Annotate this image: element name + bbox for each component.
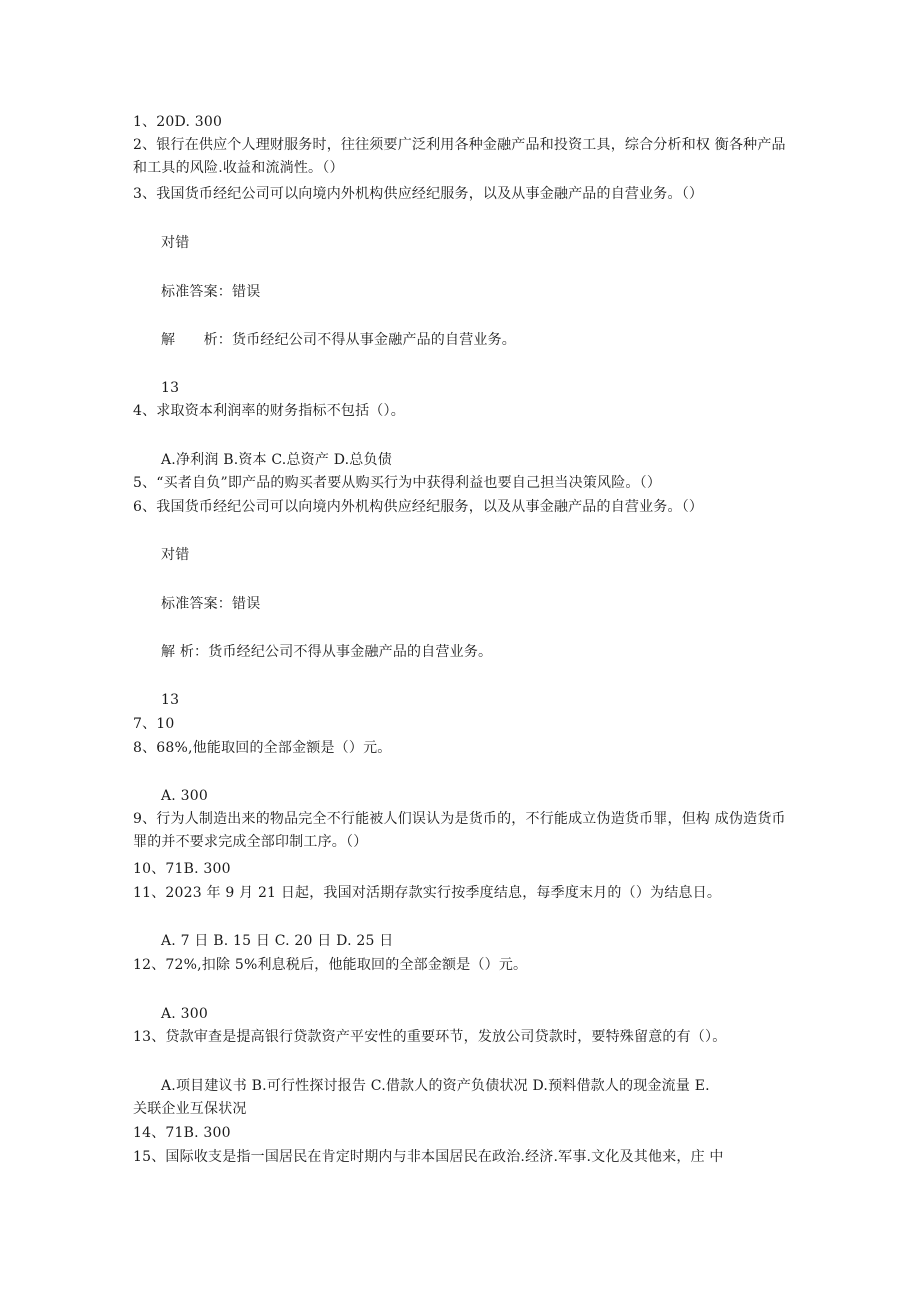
true-false-options: 对错 [161, 235, 190, 251]
question-10: 10、71B. 300 [133, 861, 231, 877]
question-3: 3、我国货币经纪公司可以向境内外机构供应经纪服务，以及从事金融产品的自营业务。（） [133, 186, 704, 202]
answer-options: A.项目建议书 B.可行性探讨报告 C.借款人的资产负债状况 D.预料借款人的现金流量 E. [161, 1078, 710, 1094]
question-6: 6、我国货币经纪公司可以向境内外机构供应经纪服务，以及从事金融产品的自营业务。（） [133, 499, 704, 515]
standard-answer: 标准答案：错误 [161, 596, 261, 612]
text-line: 13 [161, 692, 180, 708]
question-8: 8、68%,他能取回的全部金额是（）元。 [133, 740, 392, 756]
question-2: 2、银行在供应个人理财服务时，往往须要广泛利用各种金融产品和投资工具，综合分析和权 衡各种产品和工具的风险.收益和流淌性。（） [133, 137, 786, 176]
question-15: 15、国际收支是指一国居民在肯定时期内与非本国居民在政治.经济.军事.文化及其他来，庄 中 [133, 1149, 724, 1165]
answer-options-continued: 关联企业互保状况 [133, 1101, 247, 1117]
text-line: 1、20D. 300 [133, 114, 223, 130]
answer-options: A. 7 日 B. 15 日 C. 20 日 D. 25 日 [161, 933, 394, 949]
explanation: 解 析：货币经纪公司不得从事金融产品的自营业务。 [161, 644, 493, 660]
answer-options: A. 300 [161, 788, 208, 804]
text-line: 13 [161, 380, 180, 396]
answer-options: A. 300 [161, 1006, 208, 1022]
question-7: 7、10 [133, 716, 175, 732]
explanation: 解 析：货币经纪公司不得从事金融产品的自营业务。 [161, 332, 516, 348]
answer-options: A.净利润 B.资本 C.总资产 D.总负债 [161, 452, 392, 468]
question-13: 13、贷款审查是提高银行贷款资产平安性的重要环节，发放公司贷款时，要特殊留意的有（）。 [133, 1029, 727, 1045]
question-14: 14、71B. 300 [133, 1125, 231, 1141]
question-9: 9、行为人制造出来的物品完全不行能被人们误认为是货币的，不行能成立伪造货币罪，但构 成伪造货币罪的并不要求完成全部印制工序。（） [133, 811, 786, 850]
question-5: 5、“买者自负”即产品的购买者要从购买行为中获得利益也要自己担当决策风险。（） [133, 475, 662, 491]
question-12: 12、72%,扣除 5%利息税后，他能取回的全部金额是（）元。 [133, 957, 528, 973]
standard-answer: 标准答案：错误 [161, 284, 261, 300]
question-11: 11、2023 年 9 月 21 日起，我国对活期存款实行按季度结息，每季度末月的（）为结息日。 [133, 885, 722, 901]
true-false-options: 对错 [161, 547, 190, 563]
question-4: 4、求取资本利润率的财务指标不包括（）。 [133, 403, 405, 419]
